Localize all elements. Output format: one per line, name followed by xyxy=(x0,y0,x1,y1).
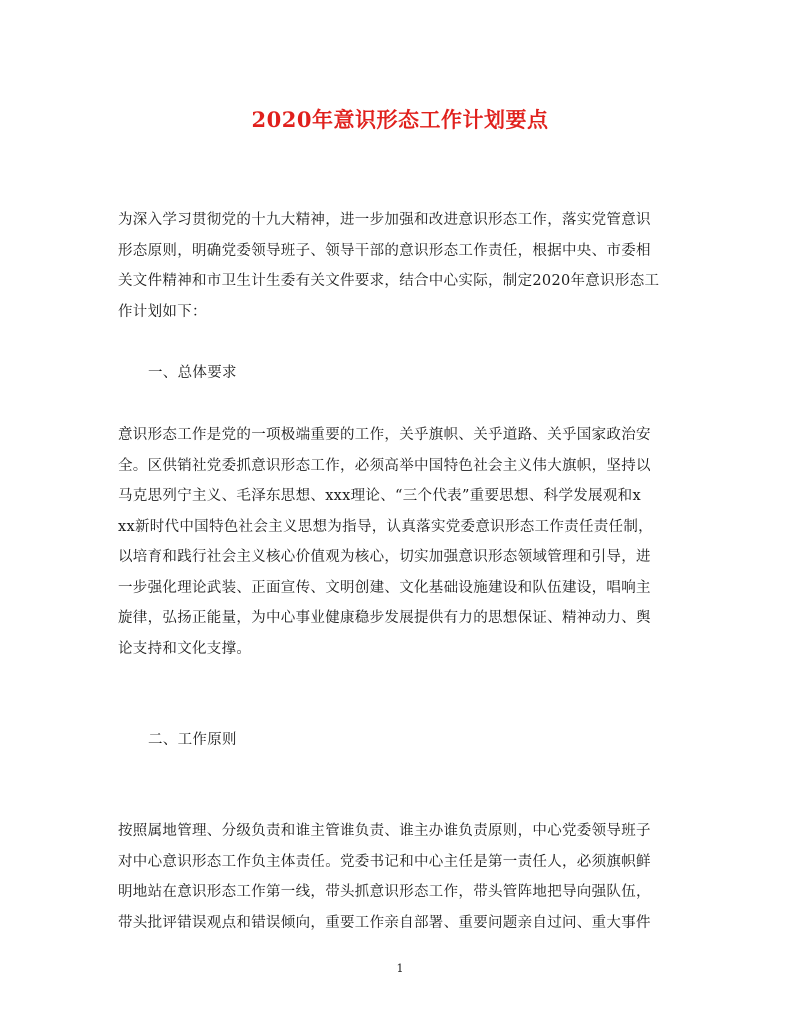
paragraph-line: 全。区供销社党委抓意识形态工作，必须高举中国特色社会主义伟大旗帜，坚持以 xyxy=(118,457,651,474)
paragraph-line: 明地站在意识形态工作第一线，带头抓意识形态工作，带头管阵地把导向强队伍， xyxy=(118,884,651,900)
paragraph-line: 一步强化理论武装、正面宣传、文明创建、文化基础设施建设和队伍建设，唱响主 xyxy=(118,579,651,596)
paragraph-line: 马克思列宁主义、毛泽东思想、xxx理论、“三个代表”重要思想、科学发展观和x xyxy=(118,488,641,504)
section-heading-general-requirements: 一、总体要求 xyxy=(148,365,237,381)
intro-paragraph xyxy=(118,205,684,327)
page-number: 1 xyxy=(396,962,404,975)
paragraph-line: 关文件精神和市卫生计生委有关文件要求，结合中心实际，制定2020年意识形态工 xyxy=(118,273,660,289)
document-title: 2020年意识形态工作计划要点 xyxy=(251,107,549,132)
paragraph-line: 意识形态工作是党的一项极端重要的工作，关乎旗帜、关乎道路、关乎国家政治安 xyxy=(118,427,651,443)
section1-paragraph xyxy=(118,420,684,664)
paragraph-line: 作计划如下： xyxy=(118,303,207,320)
section-heading-work-principles: 二、工作原则 xyxy=(148,732,237,748)
paragraph-line: 带头批评错误观点和错误倾向，重要工作亲自部署、重要问题亲自过问、重大事件 xyxy=(118,914,651,931)
paragraph-line: 按照属地管理、分级负责和谁主管谁负责、谁主办谁负责原则，中心党委领导班子 xyxy=(118,823,651,839)
paragraph-line: 以培育和践行社会主义核心价值观为核心，切实加强意识形态领域管理和引导，进 xyxy=(118,549,651,565)
paragraph-line: 对中心意识形态工作负主体责任。党委书记和中心主任是第一责任人，必须旗帜鲜 xyxy=(118,853,651,870)
section2-paragraph xyxy=(118,816,684,938)
paragraph-line: 为深入学习贯彻党的十九大精神，进一步加强和改进意识形态工作，落实党管意识 xyxy=(118,212,651,228)
paragraph-line: 形态原则，明确党委领导班子、领导干部的意识形态工作责任，根据中央、市委相 xyxy=(118,242,651,259)
paragraph-line: 论支持和文化支撑。 xyxy=(118,640,252,657)
paragraph-line: 旋律，弘扬正能量，为中心事业健康稳步发展提供有力的思想保证、精神动力、舆 xyxy=(118,610,651,626)
paragraph-line: xx新时代中国特色社会主义思想为指导，认真落实党委意识形态工作责任责任制， xyxy=(118,518,653,535)
